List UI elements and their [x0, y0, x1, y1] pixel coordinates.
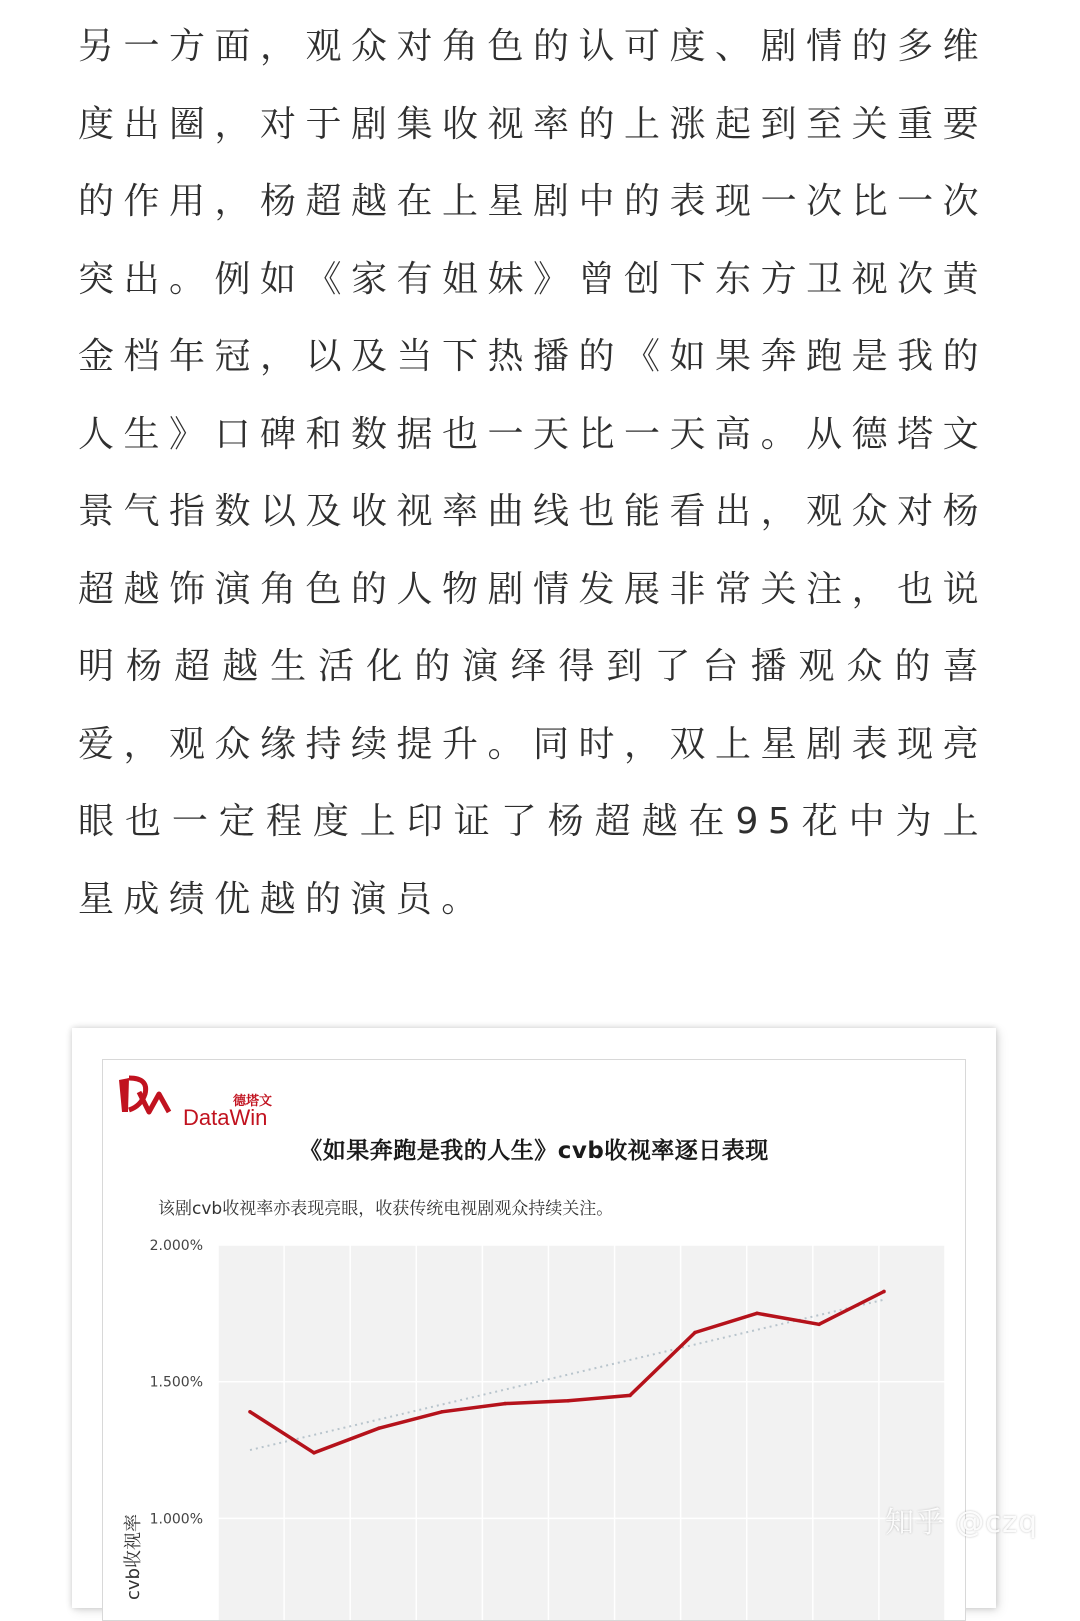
data-point [566, 1399, 570, 1403]
article-paragraph: 另一方面，观众对角色的认可度、剧情的多维度出圈，对于剧集收视率的上涨起到至关重要的作用，杨超越在上星剧中的表现一次比一次突出。例如《家有姐妹》曾创下东方卫视次黄金档年冠，以及当下热播的《如果奔跑是我的人生》口碑和数据也一天比一天高。从德塔文景气指数以及收视率曲线也能看出，观众对杨超越饰演角色的人物剧情发展非常关注，也说明杨超越生活化的演绎得到了台播观众的喜爱，观众缘持续提升。同时，双上星剧表现亮眼也一定程度上印证了杨超越在95花中为上星成绩优越的演员。 [78, 26, 988, 920]
y-axis-label: cvb收视率 [123, 1514, 144, 1600]
data-point [503, 1402, 507, 1406]
y-tick-label: 1.500% [149, 1374, 203, 1391]
line-chart [103, 1060, 965, 1620]
data-point [377, 1426, 381, 1430]
zhihu-watermark: 知乎 @czq [885, 1505, 1038, 1539]
y-tick-label: 2.000% [149, 1238, 203, 1254]
chart-figure [72, 1028, 996, 1608]
data-point [817, 1322, 821, 1326]
data-point [440, 1410, 444, 1414]
y-tick-label: 1.000% [149, 1511, 203, 1528]
data-point [312, 1451, 316, 1455]
logo-cn-text: 德塔文 [233, 1094, 273, 1109]
data-point [882, 1290, 886, 1294]
data-point [755, 1312, 759, 1316]
chart-title: 《如果奔跑是我的人生》cvb收视率逐日表现 [299, 1138, 769, 1164]
chart-subtitle: 该剧cvb收视率亦表现亮眼，收获传统电视剧观众持续关注。 [158, 1199, 614, 1219]
data-point [248, 1410, 252, 1414]
chart-frame [102, 1059, 966, 1621]
data-point [628, 1394, 632, 1398]
logo-en-text: DataWin [183, 1105, 268, 1130]
data-point [693, 1331, 697, 1335]
